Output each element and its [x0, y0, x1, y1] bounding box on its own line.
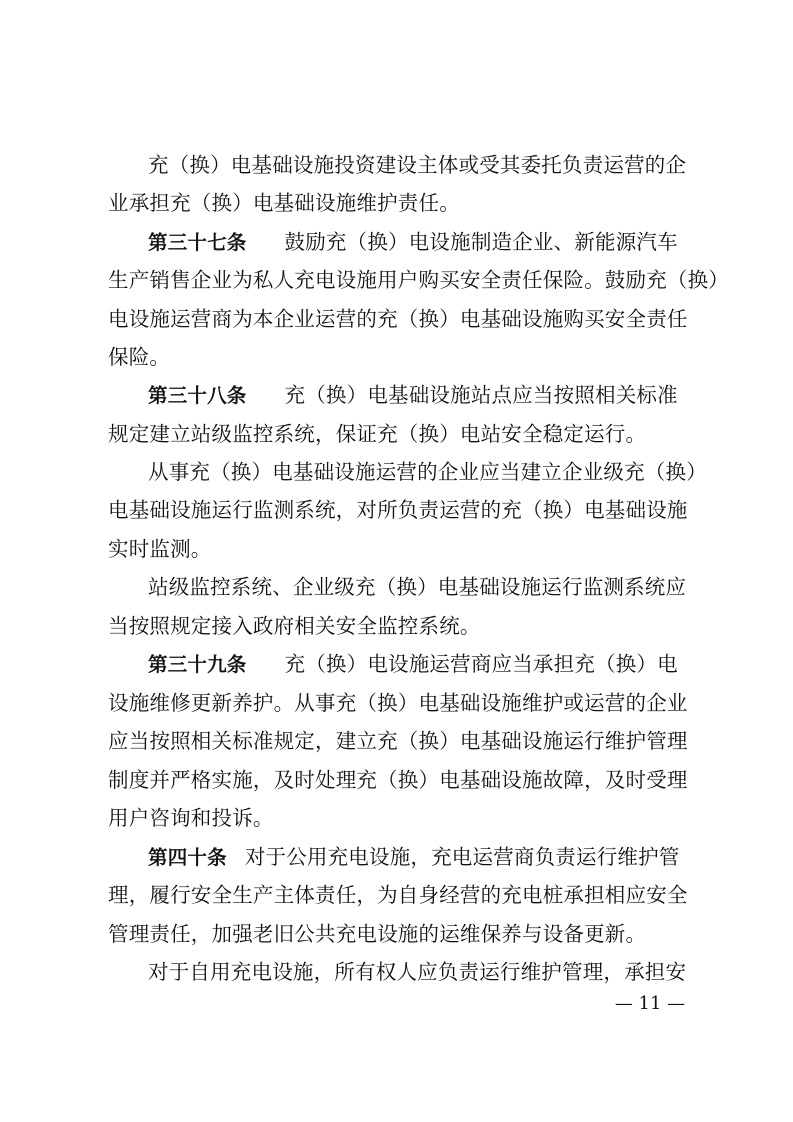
article-40-line: 第四十条 对于公用充电设施，充电运营商负责运行维护管	[148, 845, 680, 869]
paragraph-line: 用户咨询和投诉。	[108, 806, 274, 830]
paragraph-line: 生产销售企业为私人充电设施用户购买安全责任保险。鼓励充（换）	[108, 268, 729, 292]
paragraph-line: 应当按照相关标准规定，建立充（换）电基础设施运行维护管理	[108, 729, 688, 753]
article-37-heading: 第三十七条	[148, 231, 247, 254]
paragraph-line: 设施维修更新养护。从事充（换）电基础设施维护或运营的企业	[108, 691, 688, 715]
paragraph-line: 从事充（换）电基础设施运营的企业应当建立企业级充（换）	[148, 460, 707, 484]
paragraph-line: 对于自用充电设施，所有权人应负责运行维护管理，承担安	[148, 960, 687, 984]
article-37-line: 第三十七条 鼓励充（换）电设施制造企业、新能源汽车	[148, 230, 678, 254]
paragraph-line: 电基础设施运行监测系统，对所负责运营的充（换）电基础设施	[108, 498, 688, 522]
article-40-heading: 第四十条	[148, 846, 227, 869]
page-number: — 11 —	[614, 993, 686, 1014]
paragraph-line: 制度并严格实施，及时处理充（换）电基础设施故障，及时受理	[108, 768, 688, 792]
paragraph-line: 理，履行安全生产主体责任，为自身经营的充电桩承担相应安全	[108, 883, 688, 907]
paragraph-line: 当按照规定接入政府相关安全监控系统。	[108, 614, 481, 638]
article-38-heading: 第三十八条	[148, 384, 247, 407]
article-38-line: 第三十八条 充（换）电基础设施站点应当按照相关标准	[148, 383, 678, 407]
paragraph-line: 站级监控系统、企业级充（换）电基础设施运行监测系统应	[148, 575, 687, 599]
paragraph-line: 实时监测。	[108, 537, 212, 561]
article-39-line: 第三十九条 充（换）电设施运营商应当承担充（换）电	[148, 652, 678, 676]
paragraph-line: 保险。	[108, 345, 171, 369]
paragraph-line: 管理责任，加强老旧公共充电设施的运维保养与设备更新。	[108, 922, 647, 946]
paragraph-line: 规定建立站级监控系统，保证充（换）电站安全稳定运行。	[108, 422, 647, 446]
paragraph-line: 充（换）电基础设施投资建设主体或受其委托负责运营的企	[148, 153, 687, 177]
paragraph-line: 业承担充（换）电基础设施维护责任。	[108, 191, 460, 215]
article-39-heading: 第三十九条	[148, 653, 247, 676]
paragraph-line: 电设施运营商为本企业运营的充（换）电基础设施购买安全责任	[108, 307, 688, 331]
